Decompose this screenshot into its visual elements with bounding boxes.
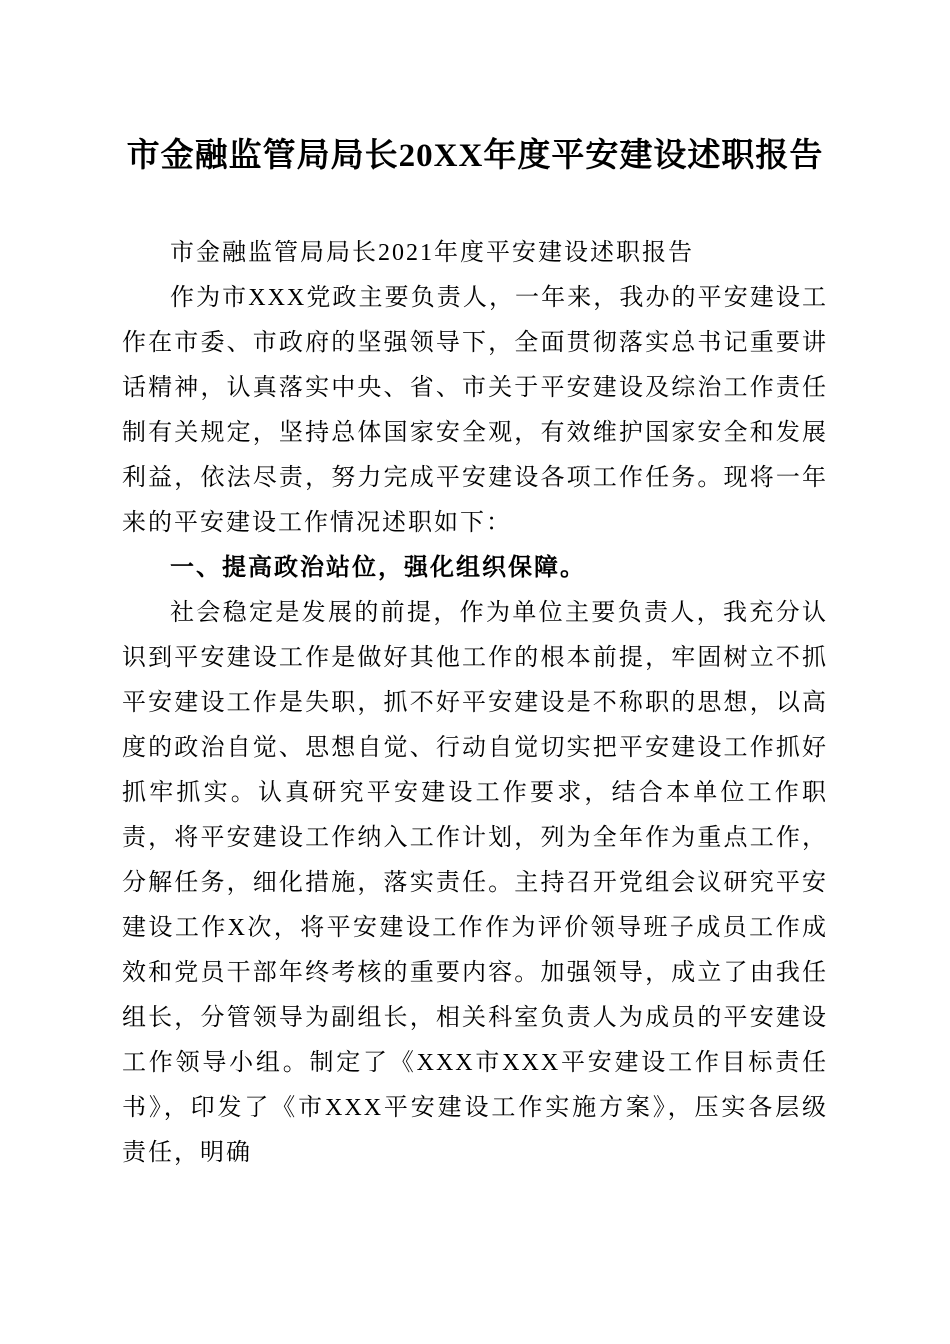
paragraph-intro: 作为市XXX党政主要负责人，一年来，我办的平安建设工作在市委、市政府的坚强领导下，全面贯彻落实总书记重要讲话精神，认真落实中央、省、市关于平安建设及综治工作责任制有关规定，坚持总体国家安全观，有效维护国家安全和发展利益，依法尽责，努力完成平安建设各项工作任务。现将一年来的平安建设工作情况述职如下： [122,285,828,537]
section-heading-1: 一、提高政治站位，强化组织保障。 [170,555,586,582]
document-body [122,231,828,1176]
paragraph-section-1-body: 社会稳定是发展的前提，作为单位主要负责人，我充分认识到平安建设工作是做好其他工作的根本前提，牢固树立不抓平安建设工作是失职，抓不好平安建设是不称职的思想，以高度的政治自觉、思想自觉、行动自觉切实把平安建设工作抓好抓牢抓实。认真研究平安建设工作要求，结合本单位工作职责，将平安建设工作纳入工作计划，列为全年作为重点工作，分解任务，细化措施，落实责任。主持召开党组会议研究平安建设工作X次，将平安建设工作作为评价领导班子成员工作成效和党员干部年终考核的重要内容。加强领导，成立了由我任组长，分管领导为副组长，相关科室负责人为成员的平安建设工作领导小组。制定了《XXX市XXX平安建设工作目标责任书》，印发了《市XXX平安建设工作实施方案》，压实各层级责任，明确 [122,600,828,1167]
document-title: 市金融监管局局长20XX年度平安建设述职报告 [126,138,824,174]
paragraph-subtitle: 市金融监管局局长2021年度平安建设述职报告 [170,240,694,267]
